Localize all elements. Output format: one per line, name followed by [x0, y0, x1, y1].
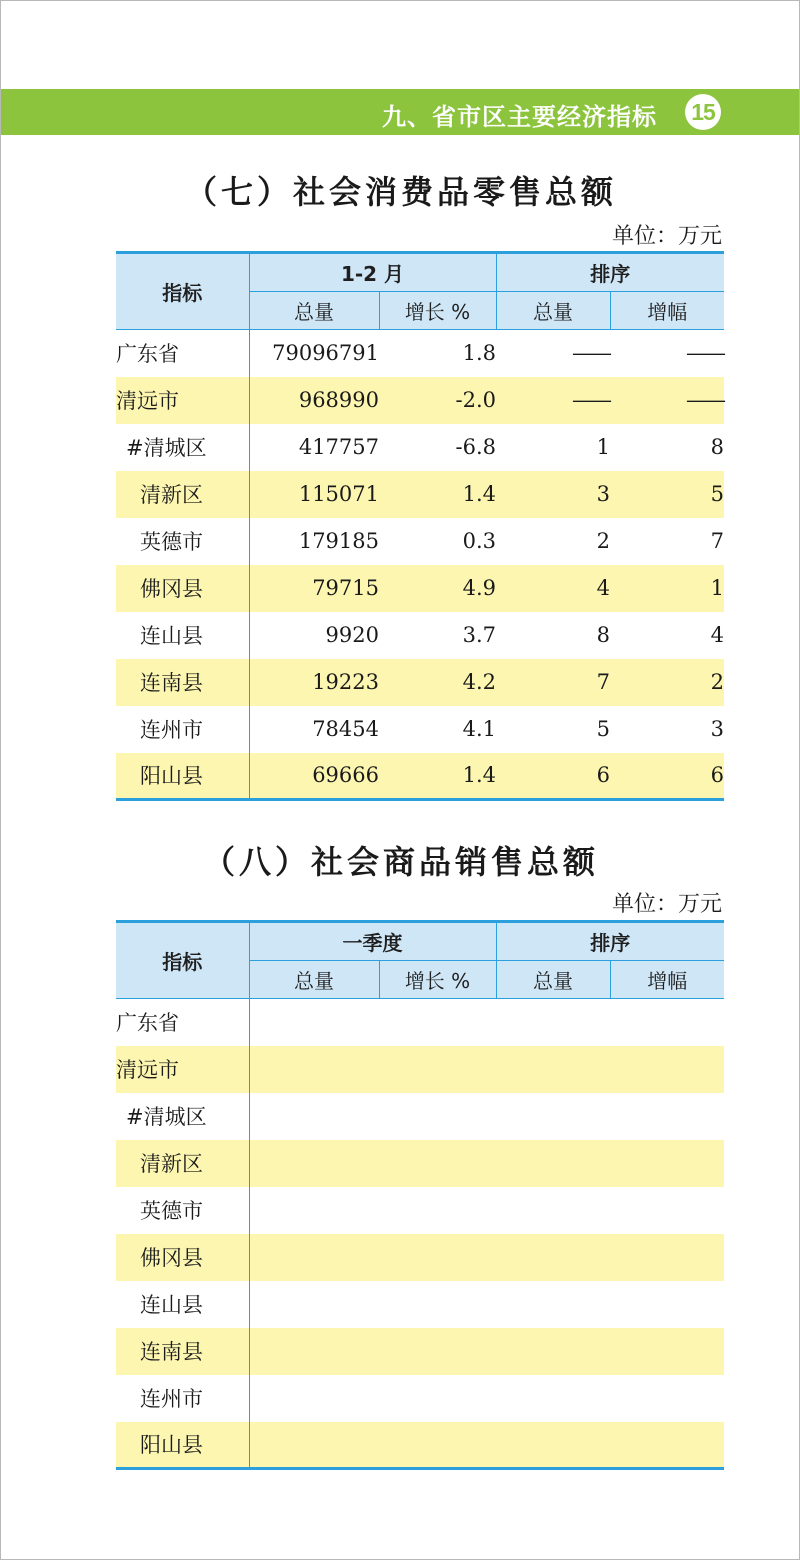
table-row — [116, 1375, 724, 1422]
row-name: 佛冈县 — [116, 1234, 249, 1281]
cell-growth — [379, 1187, 496, 1234]
cell-total: 115071 — [298, 482, 379, 506]
row-name: 清远市 — [116, 377, 249, 424]
col-header-indicator: 指标 — [116, 253, 249, 330]
cell-growth — [379, 1281, 496, 1328]
cell-total — [249, 1187, 379, 1234]
cell-growth: 0.3 — [462, 529, 497, 553]
cell-growth: 1.8 — [462, 341, 497, 366]
row-name: 连南县 — [116, 1328, 249, 1375]
row-name: 清新区 — [116, 1140, 249, 1187]
col-header-rank: 排序 — [496, 922, 724, 961]
col-header-rank-growth: 增幅 — [610, 292, 724, 330]
table-row — [116, 612, 724, 659]
cell-rank-total: 2 — [596, 529, 611, 553]
col-header-total: 总量 — [249, 292, 379, 330]
cell-rank-total — [496, 1140, 610, 1187]
page-number-badge: 15 — [685, 94, 721, 130]
cell-growth: -2.0 — [455, 388, 497, 412]
row-name: 清远市 — [116, 1046, 249, 1093]
col-header-growth: 增长 % — [379, 961, 496, 999]
cell-growth: 4.2 — [462, 670, 497, 694]
cell-rank-growth: 6 — [610, 753, 724, 800]
table2-title: （八）社会商品销售总额 — [202, 843, 599, 881]
cell-total: 78454 — [312, 717, 379, 741]
row-name: 清新区 — [116, 471, 249, 518]
cell-growth: 1.4 — [379, 753, 496, 800]
row-name: 广东省 — [116, 999, 249, 1046]
cell-rank-growth: 1 — [710, 576, 725, 600]
row-name: 连南县 — [116, 659, 249, 706]
table-row — [116, 518, 724, 565]
cell-total: 19223 — [312, 670, 379, 694]
table-row — [116, 753, 724, 800]
cell-rank-total — [496, 999, 610, 1046]
cell-rank-growth: —— — [686, 341, 725, 366]
cell-rank-total — [496, 1422, 610, 1469]
cell-growth: 3.7 — [462, 623, 497, 647]
row-name: #清城区 — [116, 1093, 249, 1140]
cell-total — [249, 1140, 379, 1187]
col-header-period: 一季度 — [249, 922, 496, 961]
cell-rank-total: 3 — [596, 482, 611, 506]
row-name: 连山县 — [116, 1281, 249, 1328]
retail-sales-table — [116, 251, 724, 801]
cell-total — [249, 1281, 379, 1328]
row-name: 英德市 — [116, 1187, 249, 1234]
table-row — [116, 1093, 724, 1140]
row-name: 连山县 — [116, 612, 249, 659]
cell-total: 9920 — [325, 623, 379, 647]
cell-growth — [379, 1140, 496, 1187]
cell-rank-total — [496, 1234, 610, 1281]
cell-rank-growth — [610, 1281, 724, 1328]
cell-total — [249, 1328, 379, 1375]
table-row — [116, 330, 724, 377]
table-row — [116, 565, 724, 612]
cell-total: 417757 — [298, 435, 379, 459]
cell-total: 968990 — [298, 388, 379, 412]
cell-total — [249, 1422, 379, 1469]
table2-unit: 单位：万元 — [611, 892, 722, 917]
commodity-sales-table — [116, 920, 724, 1470]
col-header-indicator: 指标 — [116, 922, 249, 999]
cell-rank-total: —— — [572, 341, 611, 366]
row-name: 英德市 — [116, 518, 249, 565]
cell-rank-total: 5 — [596, 717, 611, 741]
cell-rank-growth — [610, 1140, 724, 1187]
cell-growth — [379, 1422, 496, 1469]
section-banner — [1, 89, 799, 135]
cell-growth — [379, 1234, 496, 1281]
cell-rank-growth — [610, 1234, 724, 1281]
table-row — [116, 471, 724, 518]
table-row — [116, 1328, 724, 1375]
cell-rank-growth: 2 — [710, 670, 725, 694]
col-header-period: 1-2 月 — [249, 253, 496, 292]
cell-total: 79715 — [312, 576, 379, 600]
col-header-rank-growth: 增幅 — [610, 961, 724, 999]
cell-rank-total: 7 — [596, 670, 611, 694]
cell-total — [249, 1375, 379, 1422]
cell-rank-total — [496, 1281, 610, 1328]
table-row — [116, 1140, 724, 1187]
cell-rank-total: —— — [572, 388, 611, 412]
cell-rank-growth: 3 — [710, 717, 725, 741]
cell-total: 69666 — [249, 753, 379, 800]
cell-rank-growth: 8 — [710, 435, 725, 459]
table-row — [116, 1234, 724, 1281]
cell-rank-growth — [610, 1046, 724, 1093]
cell-rank-growth: 7 — [710, 529, 725, 553]
table-row — [116, 1187, 724, 1234]
cell-rank-growth: —— — [686, 388, 725, 412]
cell-total: 179185 — [298, 529, 379, 553]
cell-rank-total — [496, 1046, 610, 1093]
row-name: 阳山县 — [116, 753, 249, 800]
cell-rank-growth: 5 — [710, 482, 725, 506]
section-title: 九、省市区主要经济指标 — [382, 103, 657, 131]
row-name: 阳山县 — [116, 1422, 249, 1469]
cell-total — [249, 1046, 379, 1093]
col-header-total: 总量 — [249, 961, 379, 999]
cell-total: 79096791 — [272, 341, 379, 366]
col-header-growth: 增长 % — [379, 292, 496, 330]
cell-growth: 1.4 — [462, 482, 497, 506]
cell-total — [249, 999, 379, 1046]
row-name: #清城区 — [116, 424, 249, 471]
row-name: 佛冈县 — [116, 565, 249, 612]
cell-rank-total: 1 — [596, 435, 611, 459]
table-row — [116, 659, 724, 706]
cell-growth — [379, 1046, 496, 1093]
cell-rank-total — [496, 1093, 610, 1140]
cell-rank-total: 4 — [596, 576, 611, 600]
table-row — [116, 1422, 724, 1469]
table-row — [116, 1046, 724, 1093]
row-name: 连州市 — [116, 706, 249, 753]
cell-growth — [379, 999, 496, 1046]
cell-growth — [379, 1328, 496, 1375]
cell-growth — [379, 1375, 496, 1422]
col-header-rank-total: 总量 — [496, 292, 610, 330]
cell-rank-total — [496, 1375, 610, 1422]
cell-rank-total: 6 — [496, 753, 610, 800]
cell-rank-growth — [610, 1328, 724, 1375]
col-header-rank: 排序 — [496, 253, 724, 292]
col-header-rank-total: 总量 — [496, 961, 610, 999]
row-name: 连州市 — [116, 1375, 249, 1422]
cell-rank-growth — [610, 1187, 724, 1234]
cell-rank-growth — [610, 1093, 724, 1140]
table-row — [116, 424, 724, 471]
cell-growth: 4.9 — [462, 576, 497, 600]
cell-rank-growth — [610, 999, 724, 1046]
cell-growth: 4.1 — [462, 717, 497, 741]
cell-growth — [379, 1093, 496, 1140]
table-row — [116, 706, 724, 753]
table1-unit: 单位：万元 — [611, 224, 722, 249]
cell-rank-growth: 4 — [710, 623, 725, 647]
table-row — [116, 999, 724, 1046]
row-name: 广东省 — [116, 330, 249, 377]
table-row — [116, 1281, 724, 1328]
cell-rank-total — [496, 1328, 610, 1375]
cell-rank-total: 8 — [596, 623, 611, 647]
cell-total — [249, 1093, 379, 1140]
cell-total — [249, 1234, 379, 1281]
cell-rank-growth — [610, 1375, 724, 1422]
cell-rank-total — [496, 1187, 610, 1234]
cell-rank-growth — [610, 1422, 724, 1469]
table-row — [116, 377, 724, 424]
cell-growth: -6.8 — [455, 435, 497, 459]
table1-title: （七）社会消费品零售总额 — [184, 173, 617, 211]
